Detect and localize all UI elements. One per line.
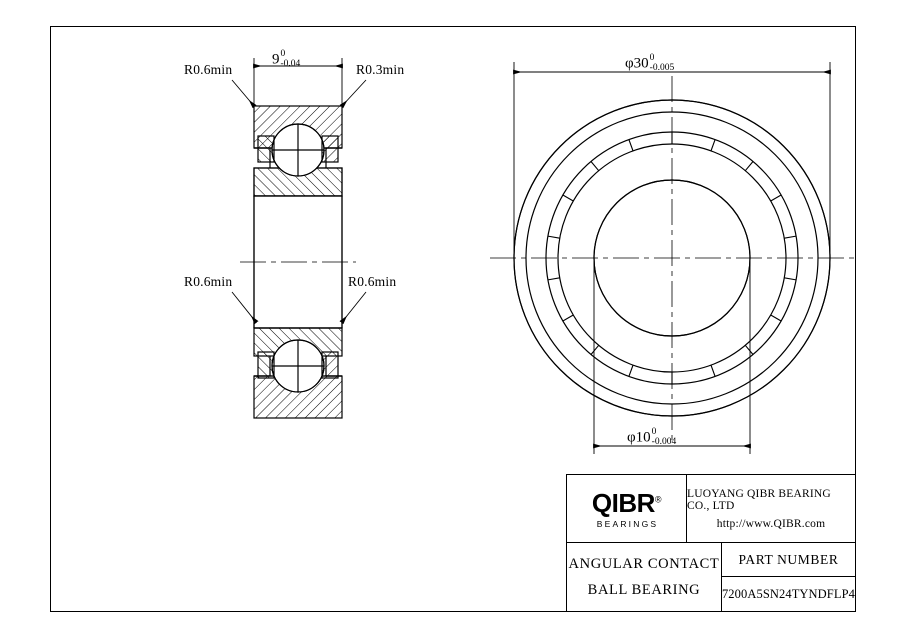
label-r03min-top-right: R0.3min [356, 62, 405, 77]
logo-wordmark [592, 490, 661, 516]
dimension-od-text [625, 54, 674, 74]
dimension-width-tol-upper: 0 [280, 49, 286, 59]
dimension-width-tol-lower: -0.04 [280, 58, 301, 69]
company-info [687, 475, 855, 542]
dimension-od-tol-lower: -0.005 [649, 62, 675, 73]
dimension-bore-tol-lower: -0.004 [651, 436, 677, 447]
logo-text: QIBR [591, 488, 655, 518]
dimension-bore-value: 10 [635, 429, 651, 446]
label-r06min-bottom-left: R0.6min [184, 274, 233, 289]
title-block-header [567, 475, 855, 543]
label-r06min-top-left: R0.6min [184, 62, 233, 77]
dimension-width-text [272, 50, 300, 70]
product-type [567, 543, 722, 611]
label-r06min-bottom-right: R0.6min [348, 274, 397, 289]
company-name: LUOYANG QIBR BEARING CO., LTD [687, 487, 831, 512]
product-type-line1: ANGULAR CONTACT [568, 555, 720, 572]
dimension-od-value: 30 [633, 55, 649, 72]
registered-trademark-icon: ® [654, 494, 662, 505]
part-number-value: 7200A5SN24TYNDFLP4 [721, 586, 855, 601]
dimension-od-symbol: φ [625, 55, 634, 72]
title-block [566, 474, 856, 612]
title-block-body [567, 543, 855, 611]
dimension-bore-text [627, 428, 676, 448]
product-type-line2: BALL BEARING [587, 581, 701, 598]
logo-subtitle: BEARINGS [596, 519, 659, 529]
dimension-od-tol-upper: 0 [649, 53, 655, 63]
part-number-label: PART NUMBER [722, 543, 855, 577]
company-logo [567, 475, 687, 542]
dimension-bore-tol-upper: 0 [651, 427, 657, 437]
part-number-block [722, 543, 855, 611]
dimension-width-value: 9 [272, 51, 280, 68]
company-website: http://www.QIBR.com [716, 517, 826, 530]
dimension-bore-symbol: φ [627, 429, 636, 446]
